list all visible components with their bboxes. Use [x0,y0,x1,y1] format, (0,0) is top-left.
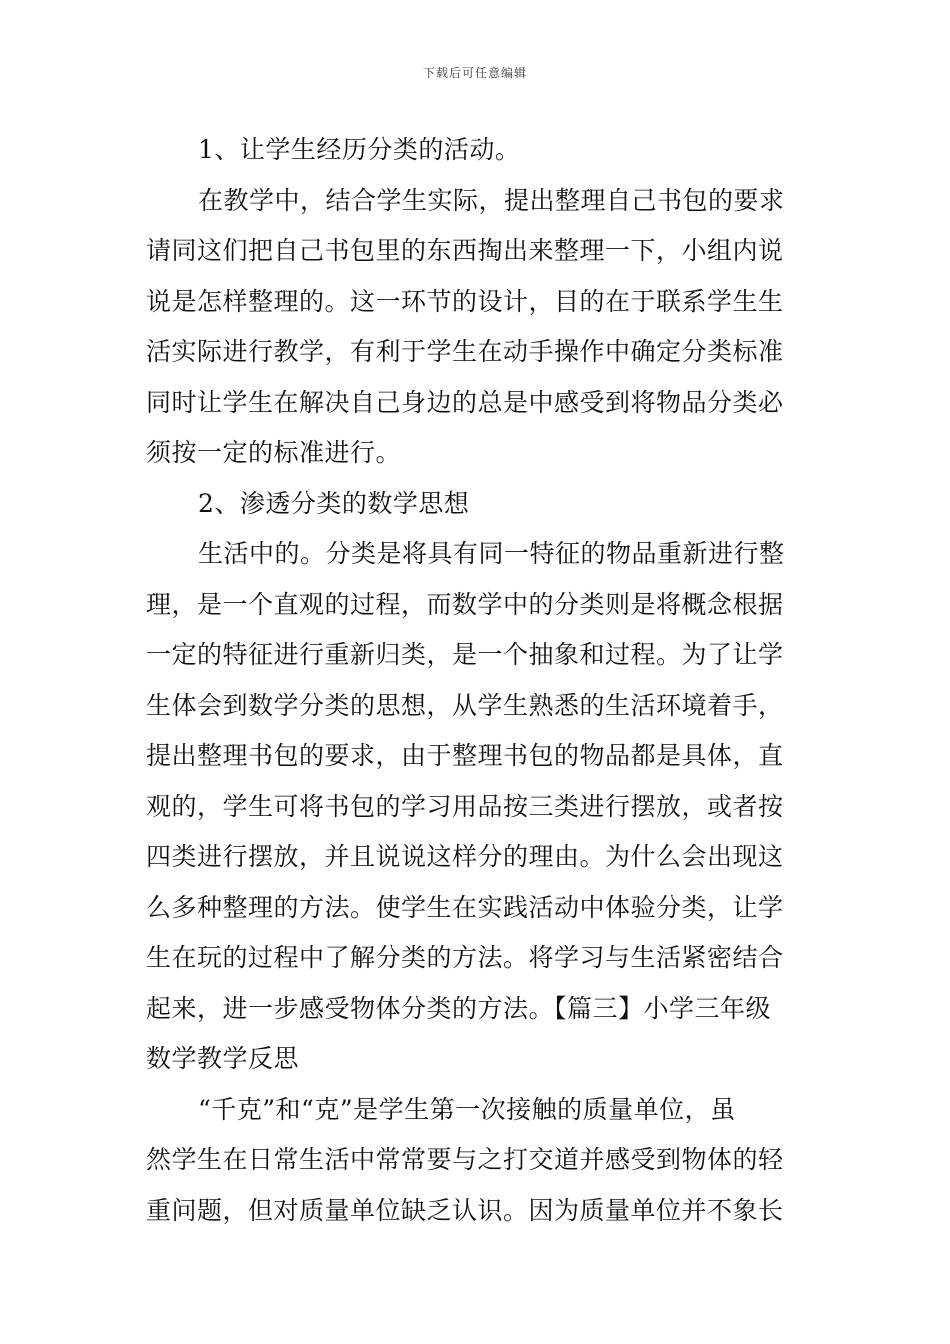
paragraph-line: 生活中的。分类是将具有同一特征的物品重新进行整 [198,539,785,568]
paragraph-line: 在教学中，结合学生实际，提出整理自己书包的要求 [198,185,785,215]
paragraph-line: 四类进行摆放，并且说说这样分的理由。为什么会出现这 [146,842,784,871]
paragraph-line: 然学生在日常生活中常常要与之打交道并感受到物体的轻 [146,1145,784,1174]
paragraph-line: 么多种整理的方法。使学生在实践活动中体验分类，让学 [146,892,784,922]
paragraph-line: “千克”和“克”是学生第一次接触的质量单位，虽 [198,1094,736,1124]
paragraph-line: 数学教学反思 [146,1044,300,1073]
paragraph-line: 须按一定的标准进行。 [146,438,402,467]
paragraph-line: 重问题，但对质量单位缺乏认识。因为质量单位并不象长 [146,1195,784,1225]
paragraph-line: 理，是一个直观的过程，而数学中的分类则是将概念根据 [146,589,784,619]
paragraph-line: 请同这们把自己书包里的东西掏出来整理一下，小组内说 [146,236,784,265]
paragraph-line: 起来，进一步感受物体分类的方法。【篇三】小学三年级 [146,993,772,1023]
paragraph-line: 同时让学生在解决自己身边的总是中感受到将物品分类必 [146,387,784,417]
page-header: 下载后可任意编辑 [422,66,527,80]
paragraph-line: 观的，学生可将书包的学习用品按三类进行摆放，或者按 [146,791,784,821]
paragraph-line: 提出整理书包的要求，由于整理书包的物品都是具体，直 [146,741,784,770]
paragraph-line: 生体会到数学分类的思想，从学生熟悉的生活环境着手， [146,690,784,720]
heading-2: 2、渗透分类的数学思想 [198,488,470,518]
paragraph-line: 说是怎样整理的。这一环节的设计，目的在于联系学生生 [146,286,784,316]
heading-1: 1、让学生经历分类的活动。 [198,135,521,164]
document-body [146,125,810,1236]
paragraph-line: 生在玩的过程中了解分类的方法。将学习与生活紧密结合 [146,943,784,972]
paragraph-line: 一定的特征进行重新归类，是一个抽象和过程。为了让学 [146,640,784,669]
paragraph-line: 活实际进行教学，有利于学生在动手操作中确定分类标准 [146,337,784,366]
